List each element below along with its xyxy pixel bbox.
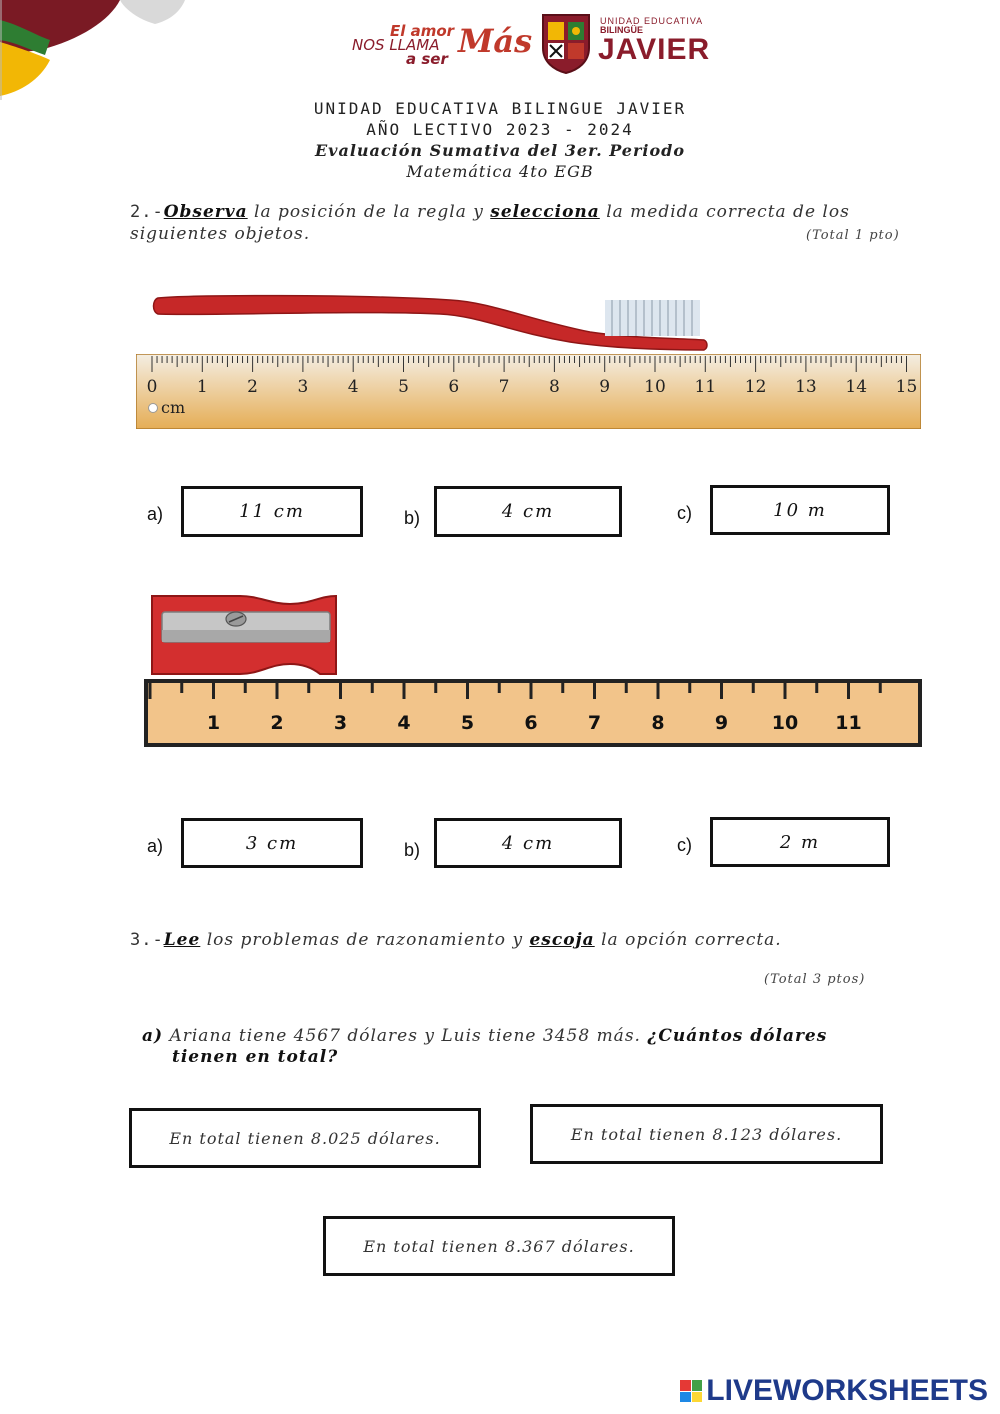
ruler-1-tick-label: 10	[644, 377, 666, 397]
option-2b-value: 4 cm	[501, 832, 555, 854]
ruler-1-tick-label: 8	[548, 377, 560, 397]
question-3-keyword-escoja: escoja	[529, 930, 595, 950]
slogan-line-2: NOS LLAMA	[352, 36, 440, 54]
question-3-total: (Total 3 ptos)	[764, 972, 866, 987]
problem-a-text: Ariana tiene 4567 dólares y Luis tiene 3458 más.	[169, 1026, 648, 1046]
ruler-2-tick-label: 6	[524, 712, 538, 734]
question-2-keyword-selecciona: selecciona	[490, 202, 600, 222]
document-header	[0, 98, 1000, 182]
liveworksheets-logo-icon	[680, 1380, 702, 1402]
problem-a-letter: a)	[142, 1026, 164, 1046]
school-brand-name: JAVIER	[598, 33, 711, 66]
question-3-text-2: la opción correcta.	[594, 930, 782, 950]
ruler-1-tick-label: 1	[196, 377, 208, 397]
option-1c-letter: c)	[677, 503, 692, 523]
question-2-text-3: siguientes objetos.	[130, 224, 311, 244]
header-subject: Matemática 4to EGB	[406, 162, 594, 181]
question-2-number: 2.-	[130, 202, 164, 222]
option-1a-value: 11 cm	[239, 501, 305, 522]
ruler-2-tick-label: 11	[835, 712, 862, 734]
question-3-prompt	[130, 930, 930, 950]
option-2b-button[interactable]	[434, 818, 622, 868]
corner-decoration	[0, 0, 200, 100]
ruler-1-tick-label: 12	[744, 377, 767, 397]
answer-option-1-text: En total tienen 8.025 dólares.	[169, 1128, 441, 1148]
pencil-sharpener-image	[150, 594, 340, 676]
ruler-1-tick-label: 15	[895, 377, 918, 397]
option-2c-button[interactable]	[710, 817, 890, 867]
header-school: UNIDAD EDUCATIVA BILINGUE JAVIER	[313, 99, 687, 118]
problem-a-question-1: ¿Cuántos dólares	[647, 1026, 828, 1046]
answer-option-1-button[interactable]	[129, 1108, 481, 1168]
liveworksheets-text: LIVEWORKSHEETS	[706, 1374, 988, 1407]
ruler-1-tick-label: 14	[845, 377, 868, 397]
option-2a-button[interactable]	[181, 818, 363, 868]
header-year: AÑO LECTIVO 2023 - 2024	[366, 120, 634, 139]
school-crest-icon	[540, 12, 592, 74]
answer-option-3-button[interactable]	[323, 1216, 675, 1276]
ruler-1-tick-label: 9	[599, 377, 611, 397]
slogan-line-1: El amor	[390, 22, 455, 40]
problem-a-question-2: tienen en total?	[172, 1047, 339, 1067]
option-2a-value: 3 cm	[245, 832, 299, 854]
school-brand-small-2: BILINGÜE	[600, 25, 644, 35]
option-1b-button[interactable]	[434, 486, 622, 537]
header-evaluation: Evaluación Sumativa del 3er. Periodo	[314, 141, 686, 160]
ruler-hole-icon	[148, 403, 158, 413]
question-2-total: (Total 1 pto)	[806, 228, 900, 243]
option-2b-letter: b)	[404, 840, 421, 860]
answer-option-2-text: En total tienen 8.123 dólares.	[570, 1124, 843, 1144]
option-1a-letter: a)	[147, 504, 164, 524]
ruler-1-tick-label: 3	[297, 377, 309, 397]
ruler-2-tick-label: 7	[587, 712, 602, 734]
school-brand-small-1: UNIDAD EDUCATIVA	[600, 16, 704, 26]
slogan-logo	[350, 20, 533, 70]
ruler-2-tick-label: 10	[771, 712, 799, 734]
option-2a-letter: a)	[147, 836, 164, 856]
ruler-1-tick-label: 5	[398, 377, 409, 397]
toothbrush-image	[150, 292, 710, 352]
ruler-2-tick-label: 2	[270, 712, 284, 734]
ruler-2-tick-label: 1	[206, 712, 221, 734]
option-2c-value: 2 m	[779, 831, 821, 853]
ruler-1-tick-label: 6	[448, 377, 460, 397]
liveworksheets-brand	[680, 1374, 988, 1408]
ruler-2-tick-label: 5	[460, 712, 475, 734]
ruler-unit-label	[148, 398, 185, 417]
ruler-unit-text: cm	[161, 398, 186, 417]
option-1c-button[interactable]	[710, 485, 890, 535]
slogan-accent: Más	[458, 22, 533, 60]
question-2-keyword-observa: Observa	[163, 202, 248, 222]
ruler-1-tick-label: 4	[347, 377, 359, 397]
ruler-2-tick-label: 3	[333, 712, 348, 734]
slogan-line-3: a ser	[406, 50, 448, 68]
ruler-1-tick-label: 2	[247, 377, 259, 397]
question-3-keyword-lee: Lee	[163, 930, 201, 950]
ruler-1-tick-label: 7	[498, 377, 510, 397]
problem-a	[142, 1026, 892, 1047]
question-2-prompt	[130, 202, 930, 222]
ruler-2-tick-label: 9	[714, 712, 729, 734]
answer-option-2-button[interactable]	[530, 1104, 883, 1164]
ruler-cm-15-drawing	[136, 354, 921, 429]
ruler-1-tick-label: 11	[694, 377, 717, 397]
option-1a-button[interactable]	[181, 486, 363, 537]
option-1b-value: 4 cm	[501, 501, 555, 522]
ruler-cm-11-drawing	[144, 679, 922, 747]
question-3-number: 3.-	[130, 930, 164, 950]
option-1c-value: 10 m	[773, 499, 827, 521]
ruler-2-tick-label: 8	[651, 712, 665, 734]
ruler-cm-15	[136, 354, 921, 429]
ruler-1-tick-label: 13	[795, 377, 817, 397]
ruler-2-tick-label: 4	[397, 712, 411, 734]
ruler-cm-11	[144, 679, 922, 747]
ruler-1-tick-label: 0	[146, 377, 158, 397]
question-3-text-1: los problemas de razonamiento y	[200, 930, 530, 950]
answer-option-3-text: En total tienen 8.367 dólares.	[363, 1236, 635, 1256]
option-1b-letter: b)	[404, 508, 421, 528]
question-2-text-2: la medida correcta de los	[599, 202, 850, 222]
option-2c-letter: c)	[677, 835, 692, 855]
question-2-text-1: la posición de la regla y	[247, 202, 491, 222]
